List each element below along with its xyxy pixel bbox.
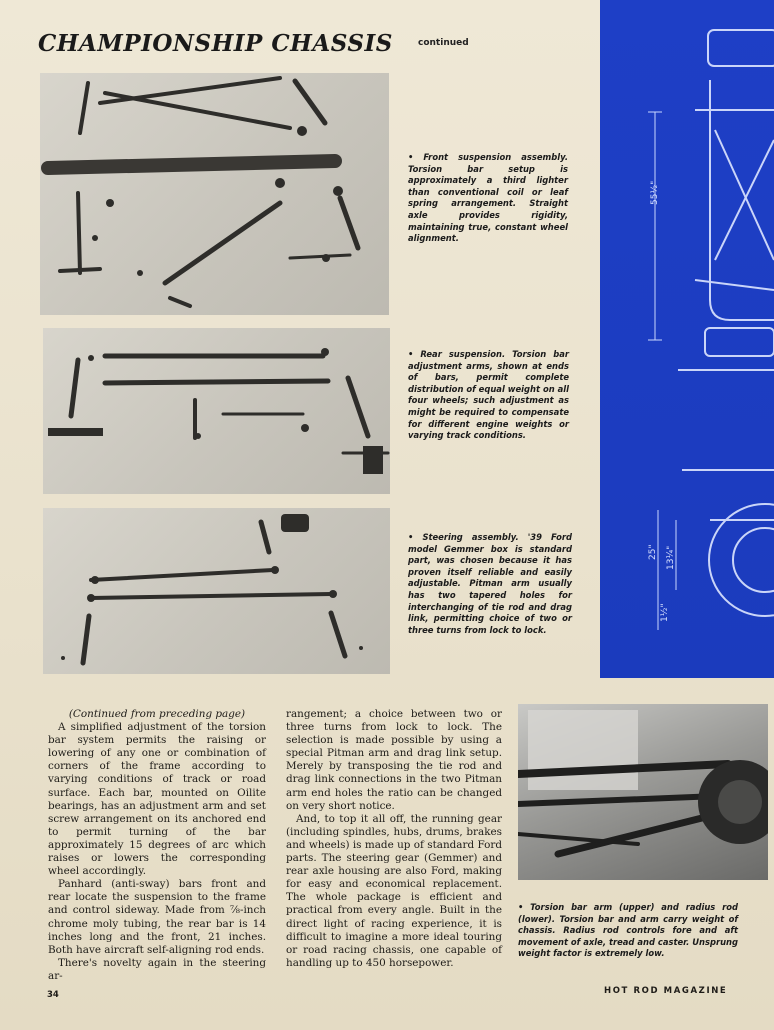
torsion-bar-photo xyxy=(518,704,768,880)
blueprint-drawing xyxy=(600,0,774,678)
rear-suspension-photo xyxy=(43,328,390,494)
chassis-blueprint xyxy=(600,0,774,678)
dimension-label-13: 13¼" xyxy=(666,545,676,570)
steering-assembly-photo xyxy=(43,508,390,674)
continued-label: continued xyxy=(418,38,469,48)
dimension-label-55: 55½" xyxy=(650,180,660,205)
rear-suspension-caption: • Rear suspension. Torsion bar adjustment arms, shown at ends of bars, permit complete distribution of equal weight on all four wheels; such adjustment as might be required to compensate for different engine weights or varying track conditions. xyxy=(408,349,569,441)
article-paragraph: A simplified adjustment of the torsion bar system permits the raising or lowering of any one or combination of corners of the frame according to varying conditions of track or road surface. Each bar, mounted on Oilite bearings, has an adjustment arm and set screw arrangement on its anchored end to permit turning of the bar approximately 15 degrees of arc which raises or lowers the corresponding wheel accordingly. xyxy=(48,721,266,878)
steering-assembly-illustration xyxy=(43,508,390,674)
article-paragraph: rangement; a choice between two or three turns from lock to lock. The selection is made possible by using a special Pitman arm and drag link setup. Merely by transposing the tie rod and drag link connections in the two Pitman arm end holes the ratio can be changed on very short notice. xyxy=(286,708,502,812)
rear-suspension-illustration xyxy=(43,328,390,494)
steering-assembly-caption: • Steering assembly. '39 Ford model Gemmer box is standard part, was chosen because it has proven itself reliable and easily adjustable. Pitman arm usually has two tapered holes for interchanging of tie rod and drag link, permitting choice of two or three turns from lock to lock. xyxy=(408,532,572,635)
dimension-label-1: 1½" xyxy=(660,603,670,622)
front-suspension-caption: • Front suspension assembly. Torsion bar setup is approximately a third lighter than conventional coil or leaf spring arrangement. Straight axle provides rigidity, maintaining true, constant wheel alignment. xyxy=(408,152,568,244)
page-number: 34 xyxy=(47,990,59,1000)
front-suspension-illustration xyxy=(40,73,389,315)
torsion-bar-illustration xyxy=(518,704,768,880)
article-column-1 xyxy=(48,708,266,983)
article-paragraph: And, to top it all off, the running gear (including spindles, hubs, drums, brakes and wheels) is made up of standard Ford parts. The steering gear (Gemmer) and rear axle housing are also Ford, making for easy and economical replacement. The whole package is efficient and practical from every angle. Built in the direct light of racing experience, it is difficult to imagine a more ideal touring or road racing chassis, one capable of handling up to 450 horsepower. xyxy=(286,812,502,969)
front-suspension-photo xyxy=(40,73,389,315)
dimension-label-25: 25" xyxy=(648,544,658,560)
article-paragraph: Panhard (anti-sway) bars front and rear locate the suspension to the frame and control sideway. Made from ⅞-inch chrome moly tubing, the rear bar is 14 inches long and the front, 21 inches. Both have aircraft self-aligning rod ends. xyxy=(48,878,266,956)
article-title: CHAMPIONSHIP CHASSIS xyxy=(38,30,393,57)
article-column-2 xyxy=(286,708,502,970)
article-paragraph: There's novelty again in the steering ar- xyxy=(48,956,266,982)
continued-from-note: (Continued from preceding page) xyxy=(68,708,246,720)
magazine-name: HOT ROD MAGAZINE xyxy=(604,986,728,996)
torsion-bar-caption: • Torsion bar arm (upper) and radius rod (lower). Torsion bar and arm carry weight of chassis. Radius rod controls fore and aft movement of axle, tread and caster. Unsprung weight factor is extremely low. xyxy=(518,902,738,959)
